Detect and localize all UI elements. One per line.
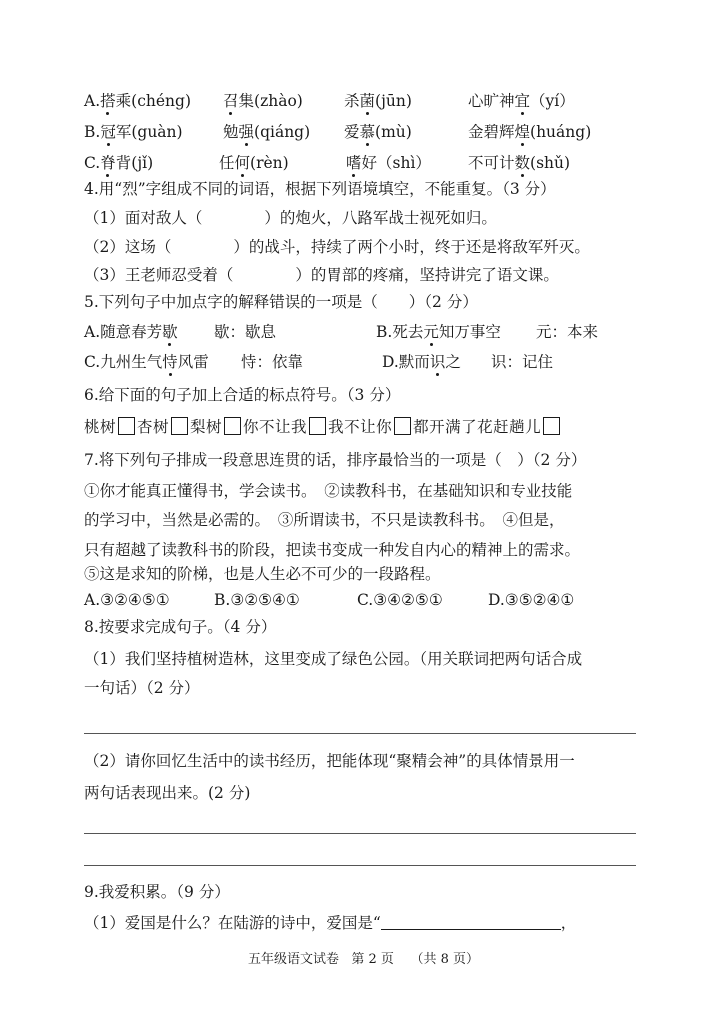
footer-total: （共 8 页）	[410, 952, 480, 967]
q8-s1-line-1: （1）我们坚持植树造林，这里变成了绿色公园。（用关联词把两句话合成	[84, 650, 583, 668]
q6-punct-box[interactable]	[224, 417, 241, 435]
q7-text-line-1: ①你才能真正懂得书，学会读书。 ②读教科书，在基础知识和专业技能	[84, 482, 573, 500]
q7-option-a: A.③②④⑤①	[84, 591, 170, 609]
q5-title: 5.下列句子中加点字的解释错误的一项是（ ）（2 分）	[84, 293, 478, 311]
q6-punct-box[interactable]	[118, 417, 135, 435]
q8-answer-line-1[interactable]	[84, 733, 636, 734]
q3-a-4: 心旷神宜（yí）	[468, 92, 575, 110]
q7-option-b: B.③②⑤④①	[214, 591, 300, 609]
footer-subject: 五年级语文试卷	[247, 952, 339, 967]
q8-answer-line-2[interactable]	[84, 833, 636, 834]
q5-option-b: B.死去元知万事空	[376, 323, 501, 341]
q8-s2-line-2: 两句话表现出来。(2 分)	[84, 784, 251, 802]
footer-page: 第 2 页	[351, 952, 394, 967]
q3-c-3: 嗜好（shì）	[346, 154, 431, 172]
q5-option-d-explain: 识：记住	[491, 353, 554, 371]
q6-punct-box[interactable]	[171, 417, 188, 435]
q5-option-c: C.九州生气恃风雷	[84, 353, 209, 371]
q9-answer-blank[interactable]	[381, 913, 561, 930]
q4-sentence-2: （2）这场（ ）的战斗，持续了两个小时，终于还是将敌军歼灭。	[84, 238, 590, 256]
q9-title: 9.我爱积累。（9 分）	[84, 883, 230, 901]
q3-b-2: 勉强(qiáng)	[223, 123, 311, 141]
q3-c-1: C.脊背(jǐ)	[84, 154, 154, 172]
q5-option-a: A.随意春芳歇	[84, 323, 178, 341]
q6-title: 6.给下面的句子加上合适的标点符号。（3 分）	[84, 386, 401, 404]
q6-punct-box[interactable]	[543, 417, 560, 435]
page-footer	[0, 948, 727, 967]
q7-option-d: D.③⑤②④①	[488, 591, 575, 609]
q3-a-1: A.搭乘(chéng)	[84, 92, 191, 110]
q3-c-2: 任何(rèn)	[219, 154, 289, 172]
q7-option-c: C.③④②⑤①	[357, 591, 443, 609]
q5-option-c-explain: 恃：依靠	[241, 353, 304, 371]
q4-sentence-1: （1）面对敌人（ ）的炮火，八路军战士视死如归。	[84, 209, 497, 227]
q4-sentence-3: （3）王老师忍受着（ ）的胃部的疼痛，坚持讲完了语文课。	[84, 266, 559, 284]
q8-answer-line-3[interactable]	[84, 865, 636, 866]
q4-title: 4.用“烈”字组成不同的词语，根据下列语境填空，不能重复。（3 分）	[84, 180, 556, 198]
q6-punct-box[interactable]	[394, 417, 411, 435]
q5-option-b-explain: 元：本来	[536, 323, 599, 341]
q8-s2-line-1: （2）请你回忆生活中的读书经历，把能体现“聚精会神”的具体情景用一	[84, 752, 575, 770]
q6-punct-box[interactable]	[309, 417, 326, 435]
q8-title: 8.按要求完成句子。（4 分）	[84, 618, 277, 636]
q8-s1-line-2: 一句话）（2 分）	[84, 679, 200, 697]
q5-option-a-explain: 歇：歇息	[214, 323, 277, 341]
q7-text-line-4: ⑤这是求知的阶梯，也是人生必不可少的一段路程。	[84, 565, 441, 583]
q3-b-4: 金碧辉煌(huáng)	[468, 123, 592, 141]
q3-a-2: 召集(zhào)	[223, 92, 303, 110]
q3-b-3: 爱慕(mù)	[344, 123, 412, 141]
q3-b-1: B.冠军(guàn)	[84, 123, 183, 141]
q7-text-line-3: 只有超越了读教科书的阶段，把读书变成一种发自内心的精神上的需求。	[84, 541, 581, 559]
q6-sentence: 桃树 杏树 梨树 你不让我 我不让你 都开满了花赶趟儿	[84, 416, 562, 438]
q7-title: 7.将下列句子排成一段意思连贯的话，排序最恰当的一项是（ ）（2 分）	[84, 451, 587, 469]
q5-option-d: D.默而识之	[382, 353, 461, 371]
q7-text-line-2: 的学习中，当然是必需的。 ③所谓读书，不只是读教科书。 ④但是，	[84, 511, 565, 529]
q9-s1: （1）爱国是什么？在陆游的诗中，爱国是“ ，	[84, 914, 577, 932]
q3-a-3: 杀菌(jūn)	[344, 92, 412, 110]
q3-c-4: 不可计数(shǔ)	[468, 154, 571, 172]
